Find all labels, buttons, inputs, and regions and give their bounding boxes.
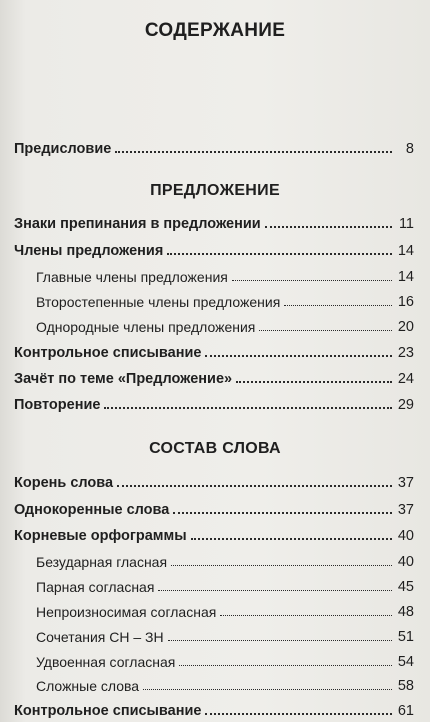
- toc-subentry: [36, 548, 414, 570]
- toc-entry-label: Безударная гласная: [36, 554, 168, 570]
- toc-entry-label: Знаки препинания в предложении: [14, 216, 261, 232]
- dot-leader: [104, 406, 392, 409]
- toc-entry-label: Контрольное списывание: [14, 345, 202, 361]
- page-title: СОДЕРЖАНИЕ: [144, 20, 286, 41]
- toc-entry-label: Удвоенная согласная: [36, 654, 176, 670]
- dot-leader: [236, 380, 392, 383]
- dot-leader: [117, 484, 392, 487]
- toc-entry-label: Повторение: [14, 397, 101, 413]
- toc-entry-page: 23: [397, 345, 414, 361]
- toc-entry-label: Главные члены предложения: [36, 269, 228, 285]
- toc-entry-label: Однородные члены предложения: [36, 319, 256, 335]
- toc-entry: [14, 210, 414, 232]
- toc-entry-page: 14: [397, 243, 414, 259]
- toc-entry-label: Непроизносимая согласная: [36, 604, 217, 620]
- toc-entry: [14, 496, 414, 518]
- toc-entry-label: Парная согласная: [36, 579, 155, 595]
- toc-entry-page: 61: [397, 703, 414, 719]
- dot-leader: [191, 537, 392, 540]
- dot-leader: [232, 279, 392, 281]
- toc-entry: [14, 469, 414, 491]
- dot-leader: [168, 639, 392, 641]
- toc-subentry: [36, 288, 414, 310]
- toc-entry-label: Корневые орфограммы: [14, 528, 187, 544]
- toc-subentry: [36, 313, 414, 335]
- toc-entry-page: 51: [397, 629, 414, 645]
- toc-entry-label: Члены предложения: [14, 243, 164, 259]
- toc-entry: [14, 391, 414, 413]
- toc-entry-label: Однокоренные слова: [14, 502, 170, 518]
- toc-entry-page: 48: [397, 604, 414, 620]
- dot-leader: [143, 688, 392, 690]
- toc-entry-page: 24: [397, 371, 414, 387]
- toc-subentry: [36, 672, 414, 694]
- toc-entry-page: 54: [397, 654, 414, 670]
- toc-subentry: [36, 648, 414, 670]
- dot-leader: [205, 712, 392, 715]
- toc-entry-page: 14: [397, 269, 414, 285]
- dot-leader: [115, 150, 392, 153]
- toc-entry-page: 8: [405, 141, 414, 157]
- toc-entry-label: Зачёт по теме «Предложение»: [14, 371, 233, 387]
- toc-entry-page: 11: [398, 216, 414, 232]
- toc-subentry: [36, 263, 414, 285]
- toc-entry-label: Контрольное списывание: [14, 703, 202, 719]
- toc-entry-page: 37: [397, 502, 414, 518]
- dot-leader: [171, 564, 392, 566]
- dot-leader: [284, 304, 392, 306]
- dot-leader: [265, 225, 392, 228]
- toc-entry-page: 58: [397, 678, 414, 694]
- toc-subentry: [36, 573, 414, 595]
- toc-entry: [14, 522, 414, 544]
- dot-leader: [205, 354, 392, 357]
- dot-leader: [259, 329, 392, 331]
- toc-entry-page: 16: [397, 294, 414, 310]
- toc-entry-label: Корень слова: [14, 475, 114, 491]
- toc-entry-label: Сложные слова: [36, 678, 140, 694]
- toc-entry: [14, 339, 414, 361]
- section-heading: ПРЕДЛОЖЕНИЕ: [150, 182, 280, 199]
- dot-leader: [167, 252, 392, 255]
- toc-subentry: [36, 598, 414, 620]
- section-heading: СОСТАВ СЛОВА: [149, 440, 281, 457]
- toc-entry: [14, 365, 414, 387]
- dot-leader: [220, 614, 392, 616]
- toc-entry-page: 40: [397, 554, 414, 570]
- toc-entry-page: 29: [397, 397, 414, 413]
- toc-entry: [14, 697, 414, 719]
- toc-entry-label: Сочетания СН – ЗН: [36, 629, 164, 645]
- toc-entry-label: Предисловие: [14, 141, 112, 157]
- dot-leader: [173, 511, 392, 514]
- toc-entry-page: 45: [397, 579, 414, 595]
- toc-entry-page: 20: [397, 319, 414, 335]
- toc-subentry: [36, 623, 414, 645]
- toc-entry-page: 37: [397, 475, 414, 491]
- toc-entry: [14, 135, 414, 157]
- toc-entry-label: Второстепенные члены предложения: [36, 294, 281, 310]
- toc-entry: [14, 237, 414, 259]
- toc-entry-page: 40: [397, 528, 414, 544]
- dot-leader: [158, 589, 392, 591]
- dot-leader: [179, 664, 392, 666]
